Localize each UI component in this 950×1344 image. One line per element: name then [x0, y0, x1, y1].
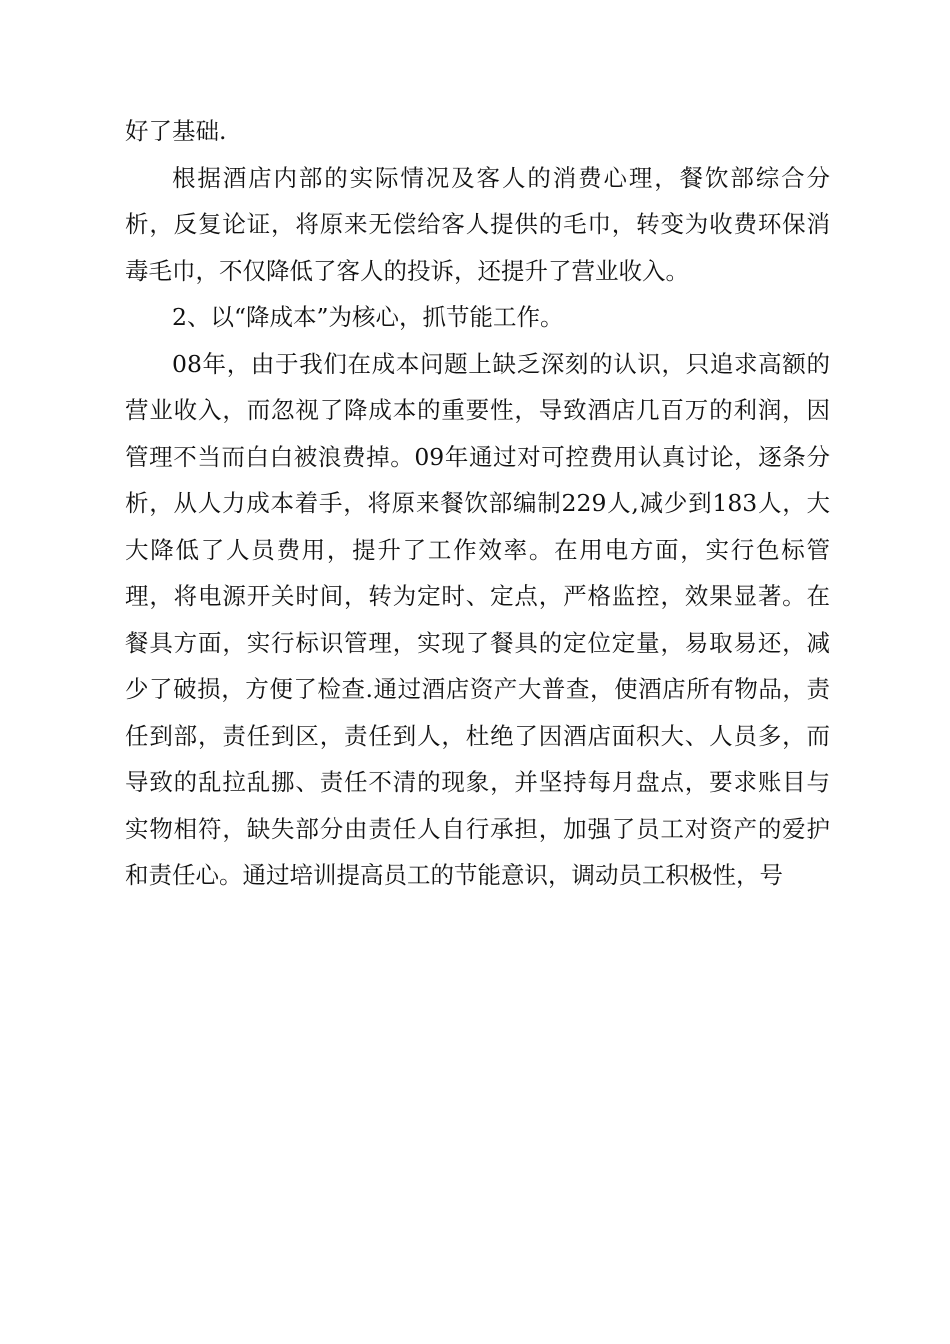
text-line: 析，从人力成本着手，将原来餐饮部编制229人,减少到183人，大	[125, 489, 830, 517]
text-line: 析，反复论证，将原来无偿给客人提供的毛巾，转变为收费环保消	[125, 210, 830, 238]
body-text	[125, 108, 830, 899]
text-line: 管理不当而白白被浪费掉。09年通过对可控费用认真讨论，逐条分	[125, 442, 830, 471]
text-line: 实物相符，缺失部分由责任人自行承担，加强了员工对资产的爱护	[125, 814, 830, 843]
text-line: 毒毛巾，不仅降低了客人的投诉，还提升了营业收入。	[125, 256, 689, 285]
text-line: 好了基础.	[125, 117, 227, 145]
text-line: 2、以“降成本”为核心，抓节能工作。	[172, 303, 564, 331]
text-line: 08年，由于我们在成本问题上缺乏深刻的认识，只追求高额的	[172, 349, 830, 378]
text-line: 理，将电源开关时间，转为定时、定点，严格监控，效果显著。在	[125, 582, 830, 610]
text-line: 大降低了人员费用，提升了工作效率。在用电方面，实行色标管	[125, 535, 830, 564]
text-line: 餐具方面，实行标识管理，实现了餐具的定位定量，易取易还，减	[125, 628, 830, 657]
text-line: 少了破损，方便了检查.通过酒店资产大普查，使酒店所有物品，责	[125, 675, 830, 703]
text-line: 营业收入，而忽视了降成本的重要性，导致酒店几百万的利润，因	[125, 396, 830, 424]
text-line: 和责任心。通过培训提高员工的节能意识，调动员工积极性，号	[125, 861, 783, 889]
text-line: 导致的乱拉乱挪、责任不清的现象，并坚持每月盘点，要求账目与	[125, 768, 830, 796]
text-line: 根据酒店内部的实际情况及客人的消费心理，餐饮部综合分	[172, 163, 830, 192]
text-line: 任到部，责任到区，责任到人，杜绝了因酒店面积大、人员多，而	[125, 721, 830, 750]
